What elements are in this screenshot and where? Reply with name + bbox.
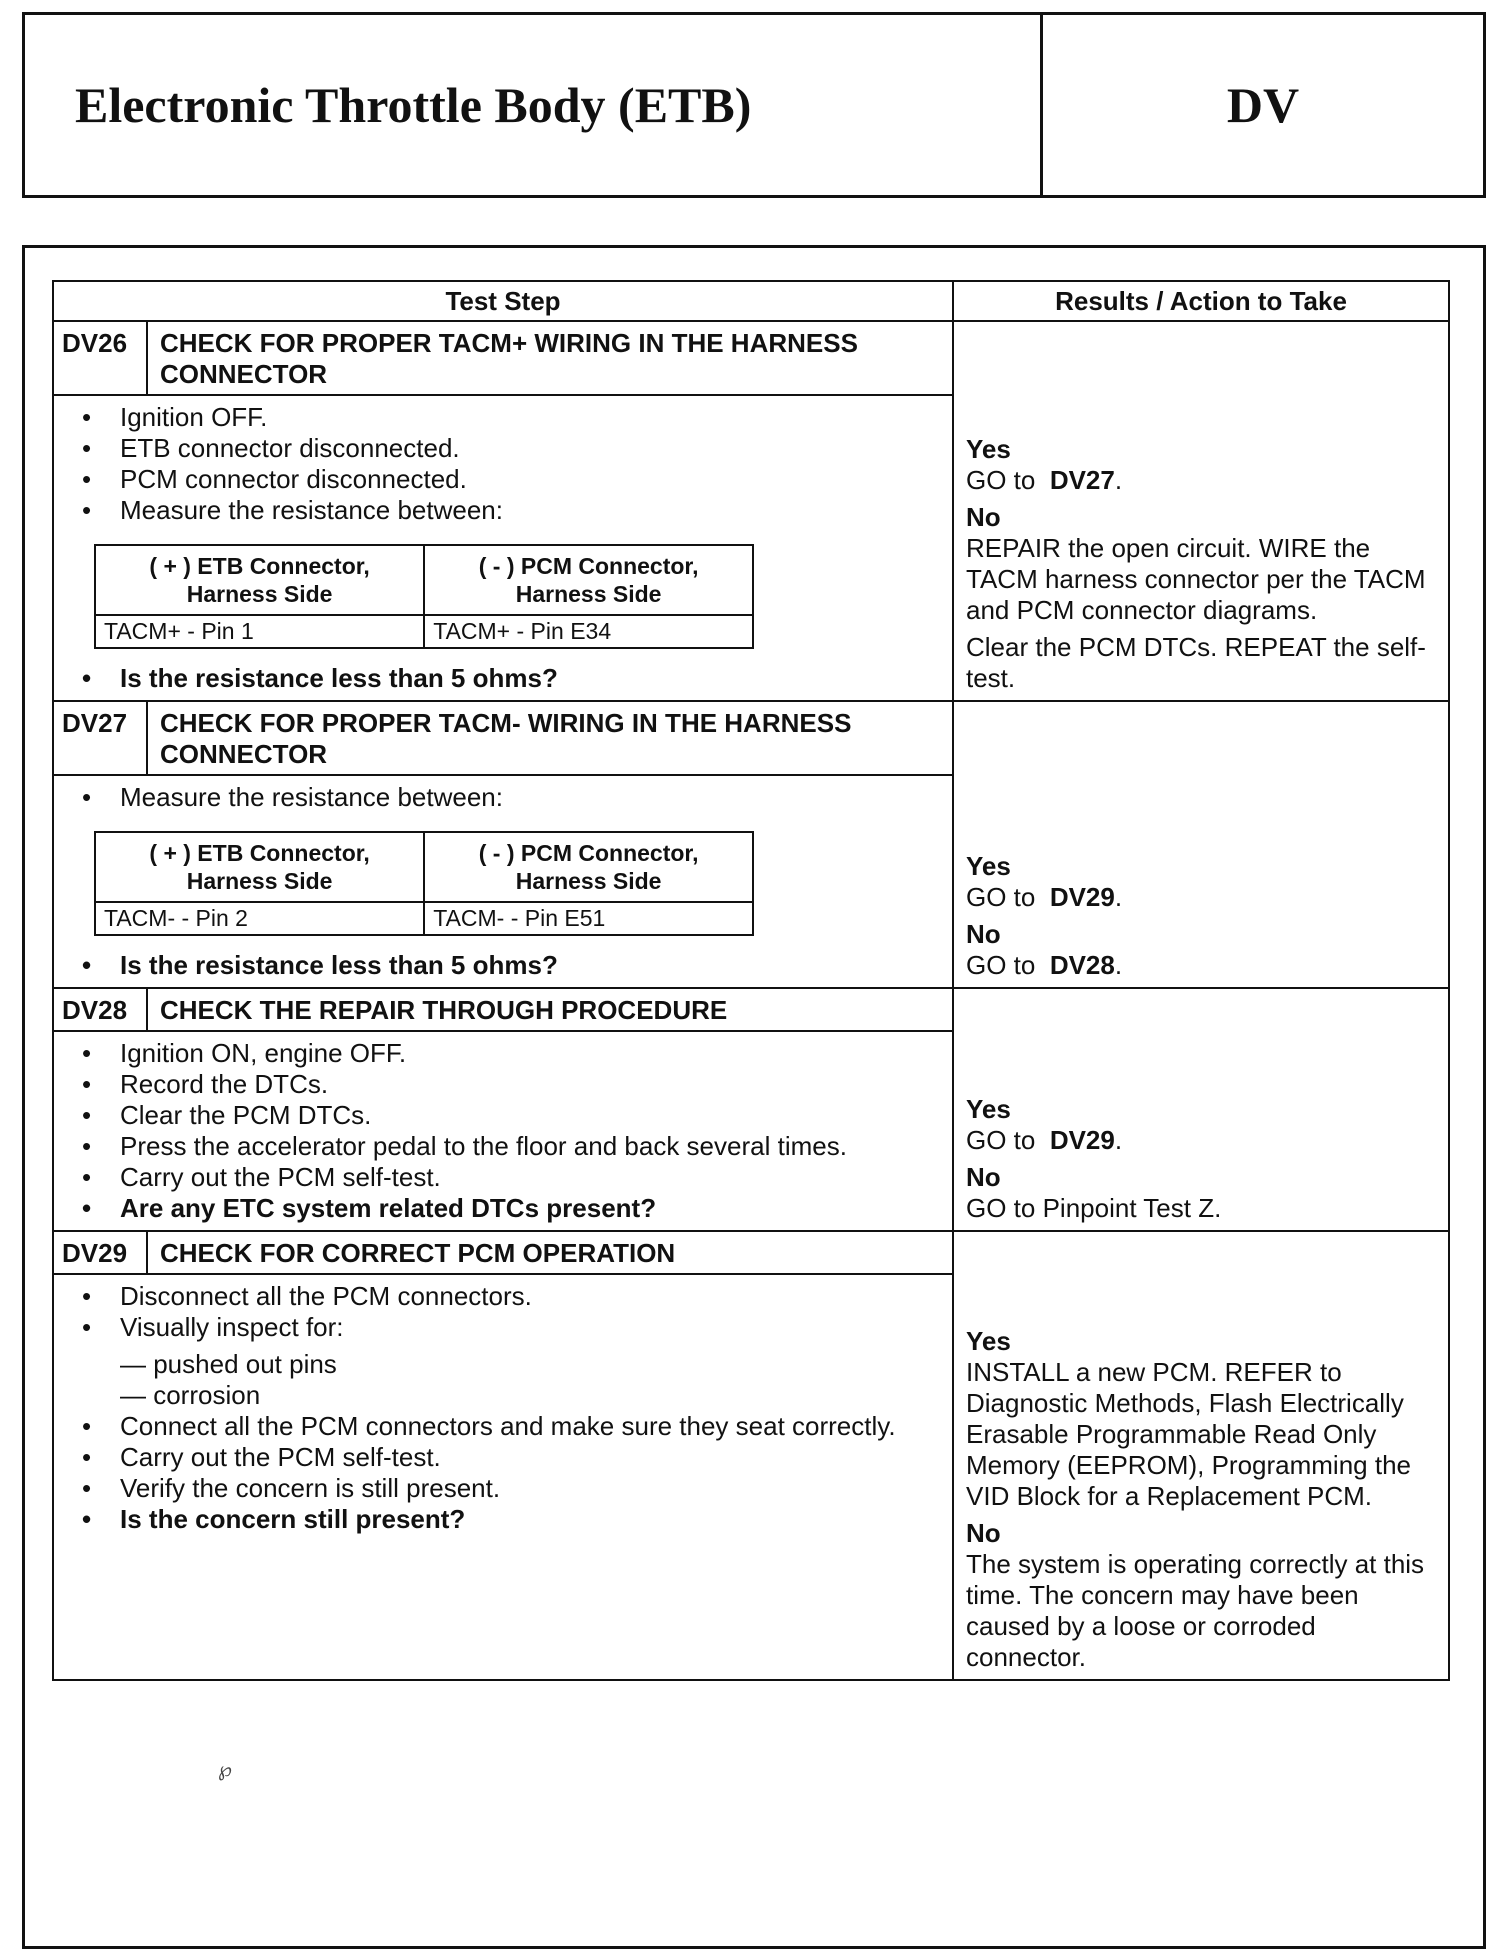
step-body	[53, 1031, 953, 1231]
pin-cell: TACM+ - Pin 1	[95, 615, 424, 648]
step-row-dv26	[53, 321, 1449, 395]
pin-table-header: ( + ) ETB Connector, Harness Side	[95, 545, 424, 615]
step-row-dv28	[53, 988, 1449, 1031]
result-cell	[953, 701, 1449, 988]
list-item: • Visually inspect for:	[78, 1312, 942, 1343]
list-item: • Carry out the PCM self-test.	[78, 1442, 942, 1473]
yes-action: GO to DV29.	[966, 1125, 1123, 1155]
step-list	[78, 1281, 942, 1343]
step-code: DV27	[53, 701, 147, 775]
page-title: Electronic Throttle Body (ETB)	[75, 77, 752, 133]
yes-action: INSTALL a new PCM. REFER to Diagnostic Methods, Flash Electrically Erasable Programmable Read Only Memory (EEPROM), Programming the VID Block for a Replacement PCM.	[966, 1357, 1411, 1511]
pin-table-header: ( - ) PCM Connector, Harness Side	[424, 832, 753, 902]
step-body	[53, 1274, 953, 1680]
pin-table-header: ( + ) ETB Connector, Harness Side	[95, 832, 424, 902]
pin-cell: TACM+ - Pin E34	[424, 615, 753, 648]
step-row-dv27	[53, 701, 1449, 775]
no-label: No	[966, 502, 1001, 532]
list-item: • Verify the concern is still present.	[78, 1473, 942, 1504]
list-item: • Measure the resistance between:	[78, 782, 942, 813]
col-test-step: Test Step	[53, 281, 953, 321]
table-header-row	[53, 281, 1449, 321]
step-code: DV28	[53, 988, 147, 1031]
step-code: DV26	[53, 321, 147, 395]
pin-cell: TACM- - Pin 2	[95, 902, 424, 935]
no-action-2: Clear the PCM DTCs. REPEAT the self-test.	[966, 632, 1426, 693]
yes-label: Yes	[966, 434, 1011, 464]
no-label: No	[966, 1162, 1001, 1192]
step-list	[78, 782, 942, 813]
list-item: • PCM connector disconnected.	[78, 464, 942, 495]
list-item: • Record the DTCs.	[78, 1069, 942, 1100]
yes-label: Yes	[966, 1094, 1011, 1124]
section-code: DV	[1040, 15, 1483, 195]
pin-cell: TACM- - Pin E51	[424, 902, 753, 935]
pin-table	[94, 544, 754, 649]
list-item: — corrosion	[120, 1380, 261, 1410]
no-label: No	[966, 919, 1001, 949]
result-cell	[953, 988, 1449, 1231]
step-title: CHECK FOR PROPER TACM+ WIRING IN THE HARNESS CONNECTOR	[147, 321, 953, 395]
list-item: • Connect all the PCM connectors and make sure they seat correctly.	[78, 1411, 942, 1442]
result-cell	[953, 321, 1449, 701]
yes-action: GO to DV29.	[966, 882, 1123, 912]
header-box	[22, 12, 1486, 198]
diagnostic-table	[52, 280, 1450, 1681]
list-item: • Clear the PCM DTCs.	[78, 1100, 942, 1131]
list-item: • Ignition ON, engine OFF.	[78, 1038, 942, 1069]
step-question: • Is the resistance less than 5 ohms?	[78, 950, 942, 981]
inspect-list	[78, 1349, 942, 1411]
no-action: REPAIR the open circuit. WIRE the TACM harness connector per the TACM and PCM connector diagrams.	[966, 533, 1426, 625]
step-question: • Is the concern still present?	[78, 1504, 942, 1535]
step-row-dv29	[53, 1231, 1449, 1274]
list-item: — pushed out pins	[120, 1349, 337, 1379]
list-item: • Ignition OFF.	[78, 402, 942, 433]
yes-label: Yes	[966, 851, 1011, 881]
list-item: • Carry out the PCM self-test.	[78, 1162, 942, 1193]
yes-label: Yes	[966, 1326, 1011, 1356]
yes-action: GO to DV27.	[966, 465, 1123, 495]
list-item: • Disconnect all the PCM connectors.	[78, 1281, 942, 1312]
stray-mark: ℘	[218, 1759, 232, 1781]
step-title: CHECK FOR PROPER TACM- WIRING IN THE HARNESS CONNECTOR	[147, 701, 953, 775]
step-body	[53, 775, 953, 988]
step-title: CHECK THE REPAIR THROUGH PROCEDURE	[147, 988, 953, 1031]
no-action: GO to DV28.	[966, 950, 1123, 980]
pin-table-header: ( - ) PCM Connector, Harness Side	[424, 545, 753, 615]
no-action: The system is operating correctly at this time. The concern may have been caused by a loose or corroded connector.	[966, 1549, 1425, 1672]
step-list	[78, 402, 942, 526]
step-list	[78, 1411, 942, 1535]
col-results: Results / Action to Take	[953, 281, 1449, 321]
no-action: GO to Pinpoint Test Z.	[966, 1193, 1222, 1223]
result-cell	[953, 1231, 1449, 1680]
list-item: • Press the accelerator pedal to the floor and back several times.	[78, 1131, 942, 1162]
step-question: • Are any ETC system related DTCs present?	[78, 1193, 942, 1224]
step-question: • Is the resistance less than 5 ohms?	[78, 663, 942, 694]
pin-table	[94, 831, 754, 936]
step-title: CHECK FOR CORRECT PCM OPERATION	[147, 1231, 953, 1274]
list-item: • Measure the resistance between:	[78, 495, 942, 526]
step-body	[53, 395, 953, 701]
no-label: No	[966, 1518, 1001, 1548]
list-item: • ETB connector disconnected.	[78, 433, 942, 464]
step-list	[78, 1038, 942, 1224]
step-code: DV29	[53, 1231, 147, 1274]
